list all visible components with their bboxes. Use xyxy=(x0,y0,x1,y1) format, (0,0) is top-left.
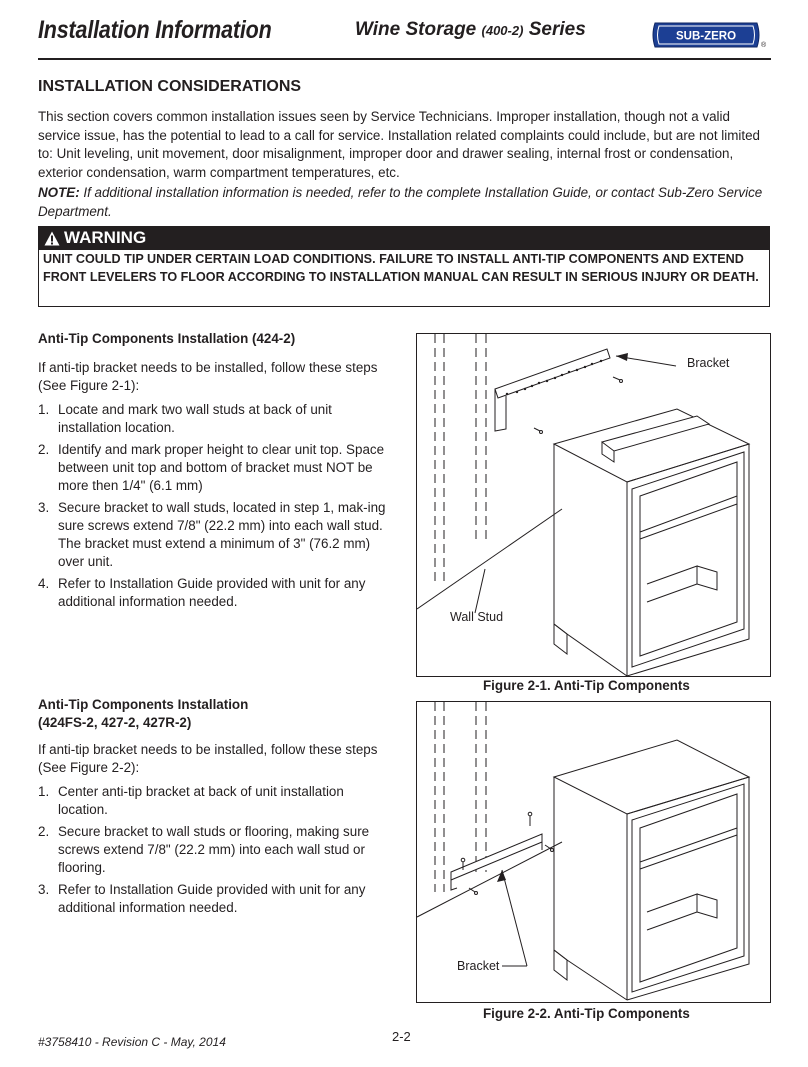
note-label: NOTE: xyxy=(38,185,80,200)
header-rule xyxy=(38,58,771,60)
series-title xyxy=(355,19,586,41)
list-item: 1. Center anti-tip bracket at back of unit installation location. xyxy=(38,784,344,817)
section1-steps xyxy=(38,401,390,615)
note-text: If additional installation information is needed, refer to the complete Installation Guide, or contact Sub-Zero Service Department. xyxy=(38,185,763,219)
series-model: (400-2) xyxy=(481,23,524,38)
list-item: 2. Identify and mark proper height to clear unit top. Space between unit top and bottom of bracket must NOT be more then 1/4" (6.1 mm) xyxy=(38,442,385,493)
series-suffix: Series xyxy=(523,19,586,40)
section2-steps xyxy=(38,783,390,921)
section2-heading-line2: (424FS-2, 427-2, 427R-2) xyxy=(38,715,192,730)
section1-intro: If anti-tip bracket needs to be installed, follow these steps (See Figure 2-1): xyxy=(38,360,378,393)
sub-zero-logo xyxy=(651,22,761,48)
figure-2-2-caption: Figure 2-2. Anti-Tip Components xyxy=(483,1006,690,1021)
list-item: 3. Refer to Installation Guide provided with unit for any additional information needed. xyxy=(38,882,366,915)
intro-paragraph: This section covers common installation issues seen by Service Technicians. Improper installation, though not a valid service issue, has the potential to lead to a call for service. Installation related complaints could include, but are not limited to: Unit leveling, unit movement, door misalignment, improper door and drawer sealing, internal frost or condensation, exterior condensation, warm compartment temperatures, etc. xyxy=(38,109,760,180)
warning-bar xyxy=(38,226,770,250)
page-number: 2-2 xyxy=(392,1029,411,1044)
section2-heading xyxy=(38,696,248,732)
list-item: 4. Refer to Installation Guide provided with unit for any additional information needed. xyxy=(38,576,366,609)
label-bracket-fig2: Bracket xyxy=(457,959,500,973)
page-header-title: Installation Information xyxy=(38,16,272,44)
list-item: 3. Secure bracket to wall studs, located in step 1, mak-ing sure screws extend 7/8" (22.2 mm) into each wall stud. The bracket must extend a minimum of 3" (76.2 mm) over unit. xyxy=(38,500,386,569)
document-number: #3758410 - Revision C - May, 2014 xyxy=(38,1035,226,1049)
section1-heading: Anti-Tip Components Installation (424-2) xyxy=(38,331,296,346)
label-bracket-fig1: Bracket xyxy=(687,356,730,370)
list-item: 1. Locate and mark two wall studs at back of unit installation location. xyxy=(38,402,332,435)
figure-2-2 xyxy=(416,701,771,1003)
note-paragraph xyxy=(38,184,768,221)
figure-2-1 xyxy=(416,333,771,677)
section2-intro: If anti-tip bracket needs to be installed, follow these steps (See Figure 2-2): xyxy=(38,742,378,775)
list-item: 2. Secure bracket to wall studs or flooring, making sure screws extend 7/8" (22.2 mm) into each wall stud or flooring. xyxy=(38,824,370,875)
warning-triangle-icon xyxy=(44,231,60,246)
section2-heading-line1: Anti-Tip Components Installation xyxy=(38,697,249,712)
warning-label: WARNING xyxy=(64,228,147,247)
label-wall-stud: Wall Stud xyxy=(450,610,504,624)
figure-2-1-illustration xyxy=(417,334,770,676)
warning-header xyxy=(44,228,146,248)
figure-2-2-illustration xyxy=(417,702,770,1002)
logo-text: SUB-ZERO xyxy=(675,30,737,43)
series-name: Wine Storage xyxy=(355,19,482,40)
warning-text: UNIT COULD TIP UNDER CERTAIN LOAD CONDITIONS. FAILURE TO INSTALL ANTI-TIP COMPONENTS AND EXTEND FRONT LEVELERS TO FLOOR ACCORDING TO INSTALLATION MANUAL CAN RESULT IN SERIOUS INJURY OR DEATH. xyxy=(43,252,759,284)
section-title: INSTALLATION CONSIDERATIONS xyxy=(38,78,302,95)
registered-mark: ® xyxy=(761,42,767,49)
figure-2-1-caption: Figure 2-1. Anti-Tip Components xyxy=(483,678,690,693)
